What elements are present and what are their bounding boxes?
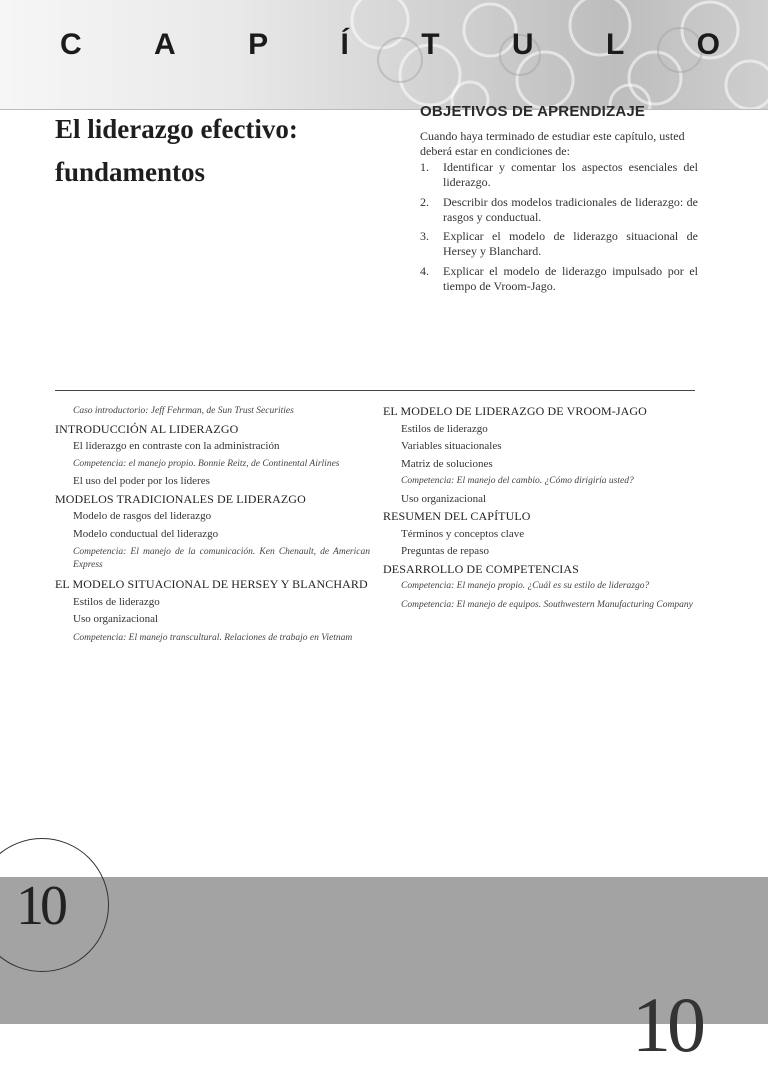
chapter-letter: U bbox=[511, 28, 534, 61]
chapter-letter: O bbox=[696, 28, 720, 61]
objective-number: 2. bbox=[420, 194, 429, 209]
contents-entry: Uso organizacional bbox=[73, 613, 159, 625]
contents-entry: Preguntas de repaso bbox=[401, 545, 489, 557]
contents-entry: Competencia: El manejo del cambio. ¿Cómo dirigiría usted? bbox=[401, 476, 634, 486]
chapter-letter: Í bbox=[340, 28, 349, 61]
chapter-header-band bbox=[0, 0, 768, 110]
objective-text: Explicar el modelo de liderazgo impulsado por el tiempo de Vroom-Jago. bbox=[443, 263, 698, 293]
objective-item bbox=[420, 195, 698, 225]
contents-entry: Estilos de liderazgo bbox=[401, 422, 488, 435]
contents-entry: Caso introductorio: Jeff Fehrman, de Sun Trust Securities bbox=[73, 406, 294, 416]
contents-entry: EL MODELO DE LIDERAZGO DE VROOM-JAGO bbox=[383, 404, 647, 418]
contents-entry: Matriz de soluciones bbox=[401, 457, 493, 470]
chapter-letter: T bbox=[421, 28, 440, 61]
chapter-letter: C bbox=[60, 28, 82, 61]
objective-text: Explicar el modelo de liderazgo situacional de Hersey y Blanchard. bbox=[443, 229, 698, 258]
objective-number: 1. bbox=[420, 160, 429, 174]
contents-entry: Competencia: El manejo transcultural. Relaciones de trabajo en Vietnam bbox=[73, 632, 353, 643]
contents-entry: Modelo conductual del liderazgo bbox=[73, 527, 219, 540]
objective-item bbox=[420, 160, 698, 190]
objectives-list bbox=[420, 160, 698, 298]
objectives-heading: OBJETIVOS DE APRENDIZAJE bbox=[420, 103, 646, 120]
contents-column-right bbox=[383, 403, 698, 616]
contents-entry: Competencia: el manejo propio. Bonnie Reitz, de Continental Airlines bbox=[73, 458, 340, 469]
objective-number: 4. bbox=[420, 263, 429, 278]
contents-entry: RESUMEN DEL CAPÍTULO bbox=[383, 509, 531, 523]
contents-entry: Términos y conceptos clave bbox=[401, 527, 525, 540]
contents-entry: MODELOS TRADICIONALES DE LIDERAZGO bbox=[55, 491, 306, 506]
chapter-letter: L bbox=[605, 28, 625, 61]
objectives-intro: Cuando haya terminado de estudiar este capítulo, usted deberá estar en condiciones de: bbox=[420, 129, 685, 158]
contents-entry: Modelo de rasgos del liderazgo bbox=[73, 510, 212, 522]
chapter-word bbox=[60, 28, 720, 62]
contents-entry: INTRODUCCIÓN AL LIDERAZGO bbox=[55, 421, 239, 436]
chapter-title bbox=[55, 108, 355, 194]
contents-entry: Estilos de liderazgo bbox=[73, 595, 160, 608]
page-number: 10 bbox=[632, 981, 702, 1068]
chapter-number: 10 bbox=[16, 875, 64, 937]
objective-text: Describir dos modelos tradicionales de liderazgo: de rasgos y conductual. bbox=[443, 194, 698, 224]
contents-entry: Variables situacionales bbox=[401, 440, 502, 452]
chapter-title-line: fundamentos bbox=[55, 157, 206, 187]
contents-column-left bbox=[55, 403, 370, 649]
contents-entry: Competencia: El manejo de la comunicación. Ken Chenault, de American Express bbox=[73, 547, 370, 570]
chapter-letter: A bbox=[154, 28, 176, 61]
contents-entry: Uso organizacional bbox=[401, 492, 487, 505]
contents-entry: Competencia: El manejo propio. ¿Cuál es su estilo de liderazgo? bbox=[401, 581, 650, 591]
contents-entry: El uso del poder por los líderes bbox=[73, 475, 210, 487]
contents-entry: EL MODELO SITUACIONAL DE HERSEY Y BLANCHARD bbox=[55, 577, 368, 591]
chapter-title-line: El liderazgo efectivo: bbox=[55, 114, 298, 144]
contents-entry: Competencia: El manejo de equipos. Southwestern Manufacturing Company bbox=[401, 599, 693, 610]
objective-item bbox=[420, 264, 698, 294]
chapter-letter: P bbox=[248, 28, 269, 61]
section-divider bbox=[55, 390, 695, 391]
objective-number: 3. bbox=[420, 229, 429, 243]
objective-text: Identificar y comentar los aspectos esenciales del liderazgo. bbox=[443, 160, 698, 189]
objective-item bbox=[420, 229, 698, 259]
contents-entry: El liderazgo en contraste con la administración bbox=[73, 440, 280, 452]
contents-entry: DESARROLLO DE COMPETENCIAS bbox=[383, 561, 579, 576]
